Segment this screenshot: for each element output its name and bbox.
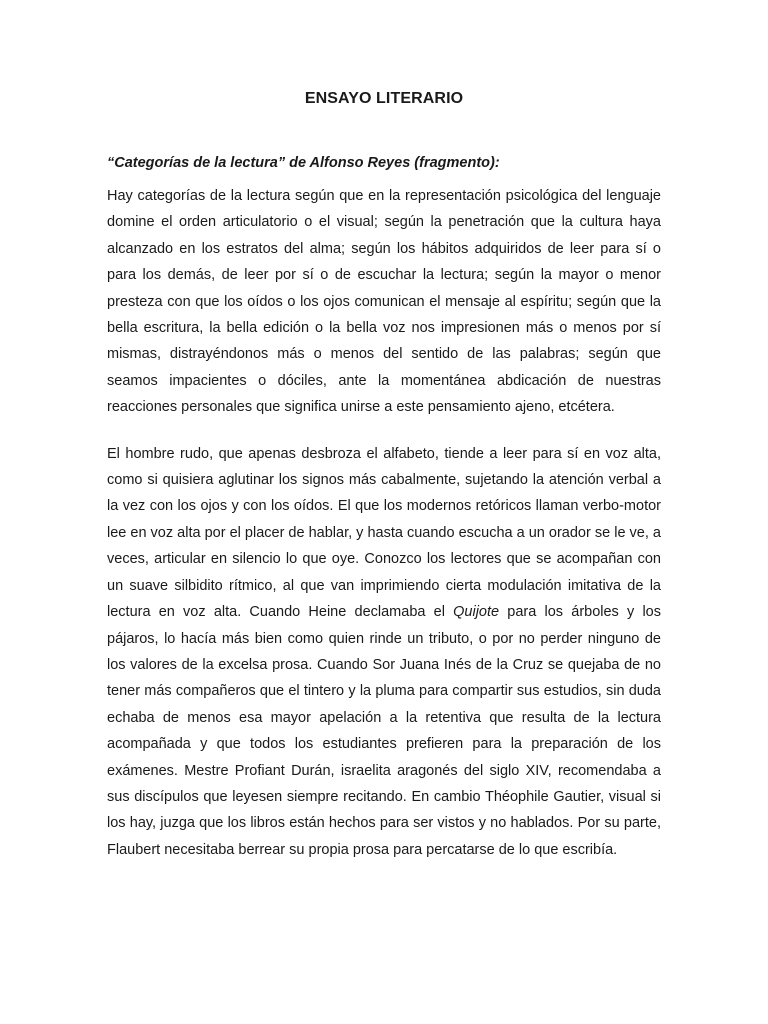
paragraph-1: Hay categorías de la lectura según que en la representación psicológica del lenguaje domine el orden articulatorio o el visual; según la penetración que la cultura haya alcanzado en los estratos del alma; según los hábitos adquiridos de leer para sí o para los demás, de leer por sí o de escuchar la lectura; según la mayor o menor presteza con que los oídos o los ojos comunican el mensaje al espíritu; según que la bella escritura, la bella edición o la bella voz nos impresionen más o menos por sí mismas, distrayéndonos más o menos del sentido de las palabras; según que seamos impacientes o dóciles, ante la momentánea abdicación de nuestras reacciones personales que significa unirse a este pensamiento ajeno, etcétera.: [107, 188, 661, 416]
paragraph-2-text-a: El hombre rudo, que apenas desbroza el alfabeto, tiende a leer para sí en voz alta, como si quisiera aglutinar los signos más cabalmente, sujetando la atención verbal a la vez con los ojos y con los oídos. El que los modernos retóricos llaman verbo-motor lee en voz alta por el placer de hablar, y hasta cuando escucha a un orador se le ve, a veces, articular en silencio lo que oye. Conozco los lectores que se acompañan con un suave silbidito rítmico, al que van imprimiendo cierta modulación imitativa de la lectura en voz alta. Cuando Heine declamaba el: [107, 445, 661, 621]
paragraph-2: [107, 441, 661, 864]
document-page: [107, 90, 661, 883]
essay-subtitle: “Categorías de la lectura” de Alfonso Reyes (fragmento):: [107, 155, 500, 171]
paragraph-2-text-b: para los árboles y los pájaros, lo hacía más bien como quien rinde un tributo, o por no perder ninguno de los valores de la excelsa prosa. Cuando Sor Juana Inés de la Cruz se quejaba de no tener más compañeros que el tintero y la pluma para compartir sus estudios, sin duda echaba de menos esa mayor apelación a la retentiva que resulta de la lectura acompañada y que todos los estudiantes prefieren para la preparación de los exámenes. Mestre Profiant Durán, israelita aragonés del siglo XIV, recomendaba a sus discípulos que leyesen siempre recitando. En cambio Théophile Gautier, visual si los hay, juzga que los libros están hechos para ser vistos y no hablados. Por su parte, Flaubert necesitaba berrear su propia prosa para percatarse de lo que escribía.: [107, 604, 662, 858]
quijote-italic: Quijote: [453, 604, 500, 621]
page-title: ENSAYO LITERARIO: [304, 90, 464, 107]
